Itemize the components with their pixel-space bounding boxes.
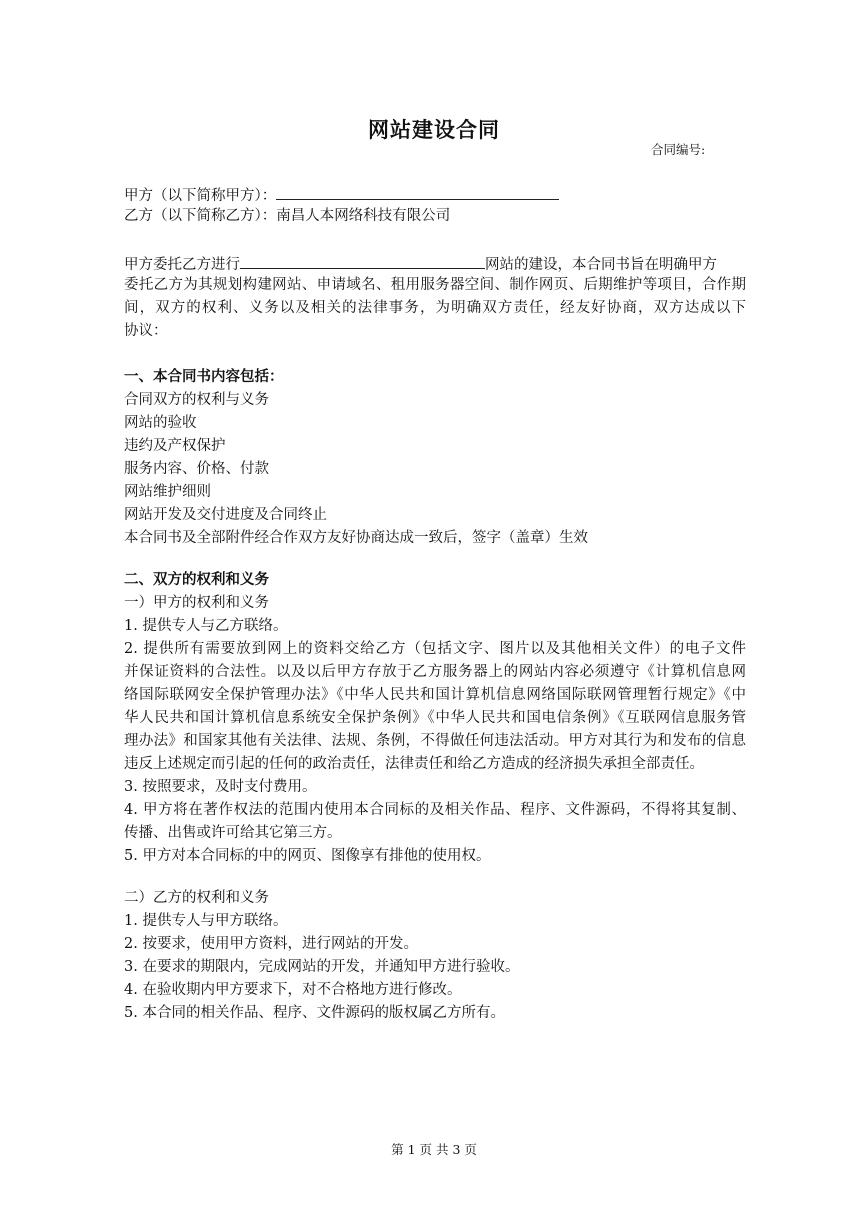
party-a-duty-1: 1. 提供专人与乙方联络。 [124, 618, 288, 634]
intro-line-3: 间，双方的权利、义务以及相关的法律事务，为明确双方责任，经友好协商，双方达成以下 [124, 300, 746, 316]
party-a-duty-2-line: 华人民共和国计算机信息系统安全保护条例》《中华人民共和国电信条例》《互联网信息服务管 [124, 710, 746, 726]
party-b-duties-heading: 二）乙方的权利和义务 [124, 890, 269, 906]
intro-line-1 [124, 252, 717, 275]
party-a-duty-4-line: 传播、出售或许可给其它第三方。 [124, 825, 342, 841]
intro-post: 网站的建设，本合同书旨在明确甲方 [485, 257, 717, 273]
website-name-blank [240, 252, 485, 269]
section1-item: 网站维护细则 [124, 484, 211, 500]
party-b-label: 乙方（以下简称乙方）： [124, 208, 277, 224]
party-a-duty-2-line: 违反上述规定而引起的任何的政治责任，法律责任和给乙方造成的经济损失承担全部责任。 [124, 756, 704, 772]
section1-item: 服务内容、价格、付款 [124, 461, 269, 477]
section2-heading: 二、双方的权利和义务 [124, 571, 269, 588]
party-a-duty-4-line: 4. 甲方将在著作权法的范围内使用本合同标的及相关作品、程序、文件源码，不得将其复制、 [124, 802, 746, 818]
party-a-duty-5: 5. 甲方对本合同标的中的网页、图像享有排他的使用权。 [124, 848, 491, 864]
section1-item: 合同双方的权利与义务 [124, 392, 269, 408]
party-a-line [124, 183, 559, 206]
party-b-duty: 2. 按要求，使用甲方资料，进行网站的开发。 [124, 936, 418, 952]
page-footer: 第 1 页 共 3 页 [391, 1142, 477, 1157]
section1-heading: 一、本合同书内容包括： [124, 368, 284, 385]
party-a-duty-2-line: 2. 提供所有需要放到网上的资料交给乙方（包括文字、图片以及其他相关文件）的电子文件 [124, 641, 746, 657]
party-a-duty-2-line: 络国际联网安全保护管理办法》《中华人民共和国计算机信息网络国际联网管理暂行规定》《中 [124, 687, 746, 703]
intro-pre: 甲方委托乙方进行 [124, 257, 240, 273]
party-a-duties-heading: 一）甲方的权利和义务 [124, 595, 269, 611]
contract-number-label: 合同编号: [651, 142, 706, 157]
party-a-duty-2-line: 并保证资料的合法性。以及以后甲方存放于乙方服务器上的网站内容必须遵守《计算机信息网 [124, 664, 746, 680]
party-b-name: 南昌人本网络科技有限公司 [276, 208, 451, 224]
party-a-duty-3: 3. 按照要求，及时支付费用。 [124, 779, 317, 795]
party-b-line [124, 206, 450, 226]
party-b-duty: 4. 在验收期内甲方要求下，对不合格地方进行修改。 [124, 982, 462, 998]
intro-line-4: 协议： [124, 323, 168, 339]
party-a-blank [276, 183, 559, 200]
party-a-label: 甲方（以下简称甲方）： [124, 188, 277, 204]
party-b-duty: 5. 本合同的相关作品、程序、文件源码的版权属乙方所有。 [124, 1005, 505, 1021]
party-b-duty: 1. 提供专人与甲方联络。 [124, 913, 288, 929]
party-a-duty-2-line: 理办法》和国家其他有关法律、法规、条例，不得做任何违法活动。甲方对其行为和发布的信息 [124, 733, 746, 749]
section1-item: 网站开发及交付进度及合同终止 [124, 507, 327, 523]
section1-item: 本合同书及全部附件经合作双方友好协商达成一致后，签字（盖章）生效 [124, 530, 588, 546]
section1-item: 违约及产权保护 [124, 438, 226, 454]
intro-line-2: 委托乙方为其规划构建网站、申请域名、租用服务器空间、制作网页、后期维护等项目，合作期 [124, 277, 746, 293]
section1-item: 网站的验收 [124, 415, 197, 431]
document-title: 网站建设合同 [368, 117, 500, 142]
party-b-duty: 3. 在要求的期限内，完成网站的开发，并通知甲方进行验收。 [124, 959, 520, 975]
